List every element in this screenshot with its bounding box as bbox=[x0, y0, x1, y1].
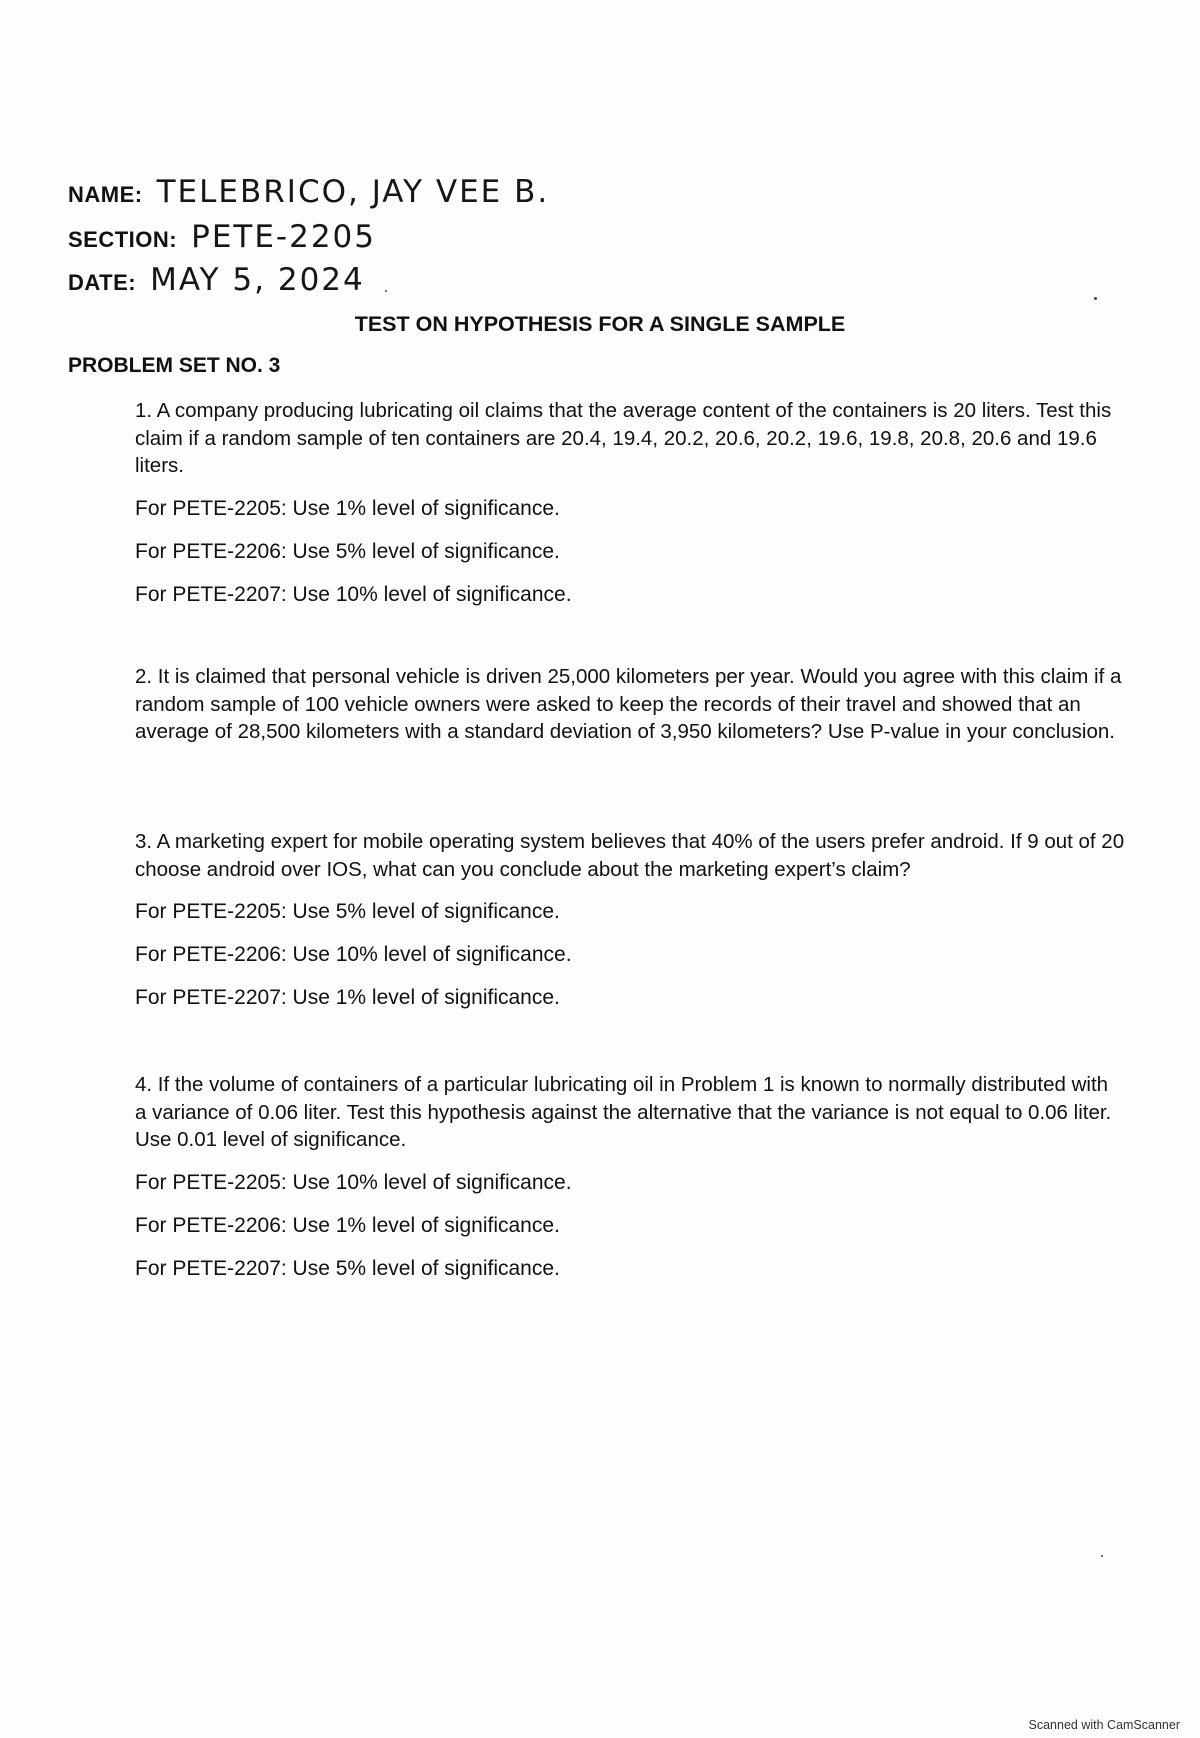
problem-4-option-2206: For PETE-2206: Use 1% level of significance. bbox=[135, 1213, 560, 1237]
problem-1 bbox=[135, 397, 1125, 625]
scan-speck bbox=[1101, 1555, 1103, 1557]
name-value: TELEBRICO, JAY VEE B. bbox=[156, 174, 550, 210]
problem-4-option-2205: For PETE-2205: Use 10% level of significance. bbox=[135, 1170, 572, 1194]
problem-3 bbox=[135, 828, 1125, 1028]
problem-2-text: 2. It is claimed that personal vehicle is driven 25,000 kilometers per year. Would you agree with this claim if a random sample of 100 vehicle owners were asked to keep the records of their travel and showed that an average of 28,500 kilometers with a standard deviation of 3,950 kilometers? Use P-value in your conclusion. bbox=[135, 665, 1122, 743]
scan-speck bbox=[1094, 297, 1097, 300]
section-value: PETE-2205 bbox=[191, 219, 377, 255]
section-row bbox=[68, 219, 376, 255]
problem-4 bbox=[135, 1071, 1125, 1299]
scanner-watermark: Scanned with CamScanner bbox=[1028, 1718, 1180, 1732]
name-row bbox=[68, 174, 549, 210]
problem-2 bbox=[135, 663, 1125, 762]
problem-3-option-2207: For PETE-2207: Use 1% level of significance. bbox=[135, 986, 560, 1009]
scan-speck bbox=[385, 290, 387, 292]
problem-set-title: PROBLEM SET NO. 3 bbox=[68, 354, 281, 377]
problem-3-option-2205: For PETE-2205: Use 5% level of significance. bbox=[135, 900, 560, 923]
problem-1-option-2205: For PETE-2205: Use 1% level of significance. bbox=[135, 496, 560, 520]
name-label: NAME: bbox=[68, 182, 143, 207]
problem-4-text: 4. If the volume of containers of a particular lubricating oil in Problem 1 is known to normally distributed with a variance of 0.06 liter. Test this hypothesis against the alternative that the variance is not equal to 0.06 liter. Use 0.01 level of significance. bbox=[135, 1073, 1112, 1151]
problem-3-text: 3. A marketing expert for mobile operating system believes that 40% of the users prefer android. If 9 out of 20 choose android over IOS, what can you conclude about the marketing expert’s claim? bbox=[135, 830, 1125, 881]
date-row bbox=[68, 262, 365, 298]
document-title: TEST ON HYPOTHESIS FOR A SINGLE SAMPLE bbox=[354, 312, 846, 336]
date-label: DATE: bbox=[68, 270, 137, 295]
date-value: MAY 5, 2024 bbox=[150, 262, 365, 298]
problem-3-option-2206: For PETE-2206: Use 10% level of significance. bbox=[135, 943, 572, 966]
problem-1-option-2207: For PETE-2207: Use 10% level of significance. bbox=[135, 582, 572, 606]
section-label: SECTION: bbox=[68, 227, 178, 252]
problem-1-option-2206: For PETE-2206: Use 5% level of significance. bbox=[135, 539, 560, 563]
problem-1-text: 1. A company producing lubricating oil claims that the average content of the containers is 20 liters. Test this claim if a random sample of ten containers are 20.4, 19.4, 20.2, 20.6, 20.2, 19.6, 19.8, 20.8, 20.6 and 19.6 liters. bbox=[135, 399, 1112, 477]
problem-4-option-2207: For PETE-2207: Use 5% level of significance. bbox=[135, 1256, 560, 1280]
